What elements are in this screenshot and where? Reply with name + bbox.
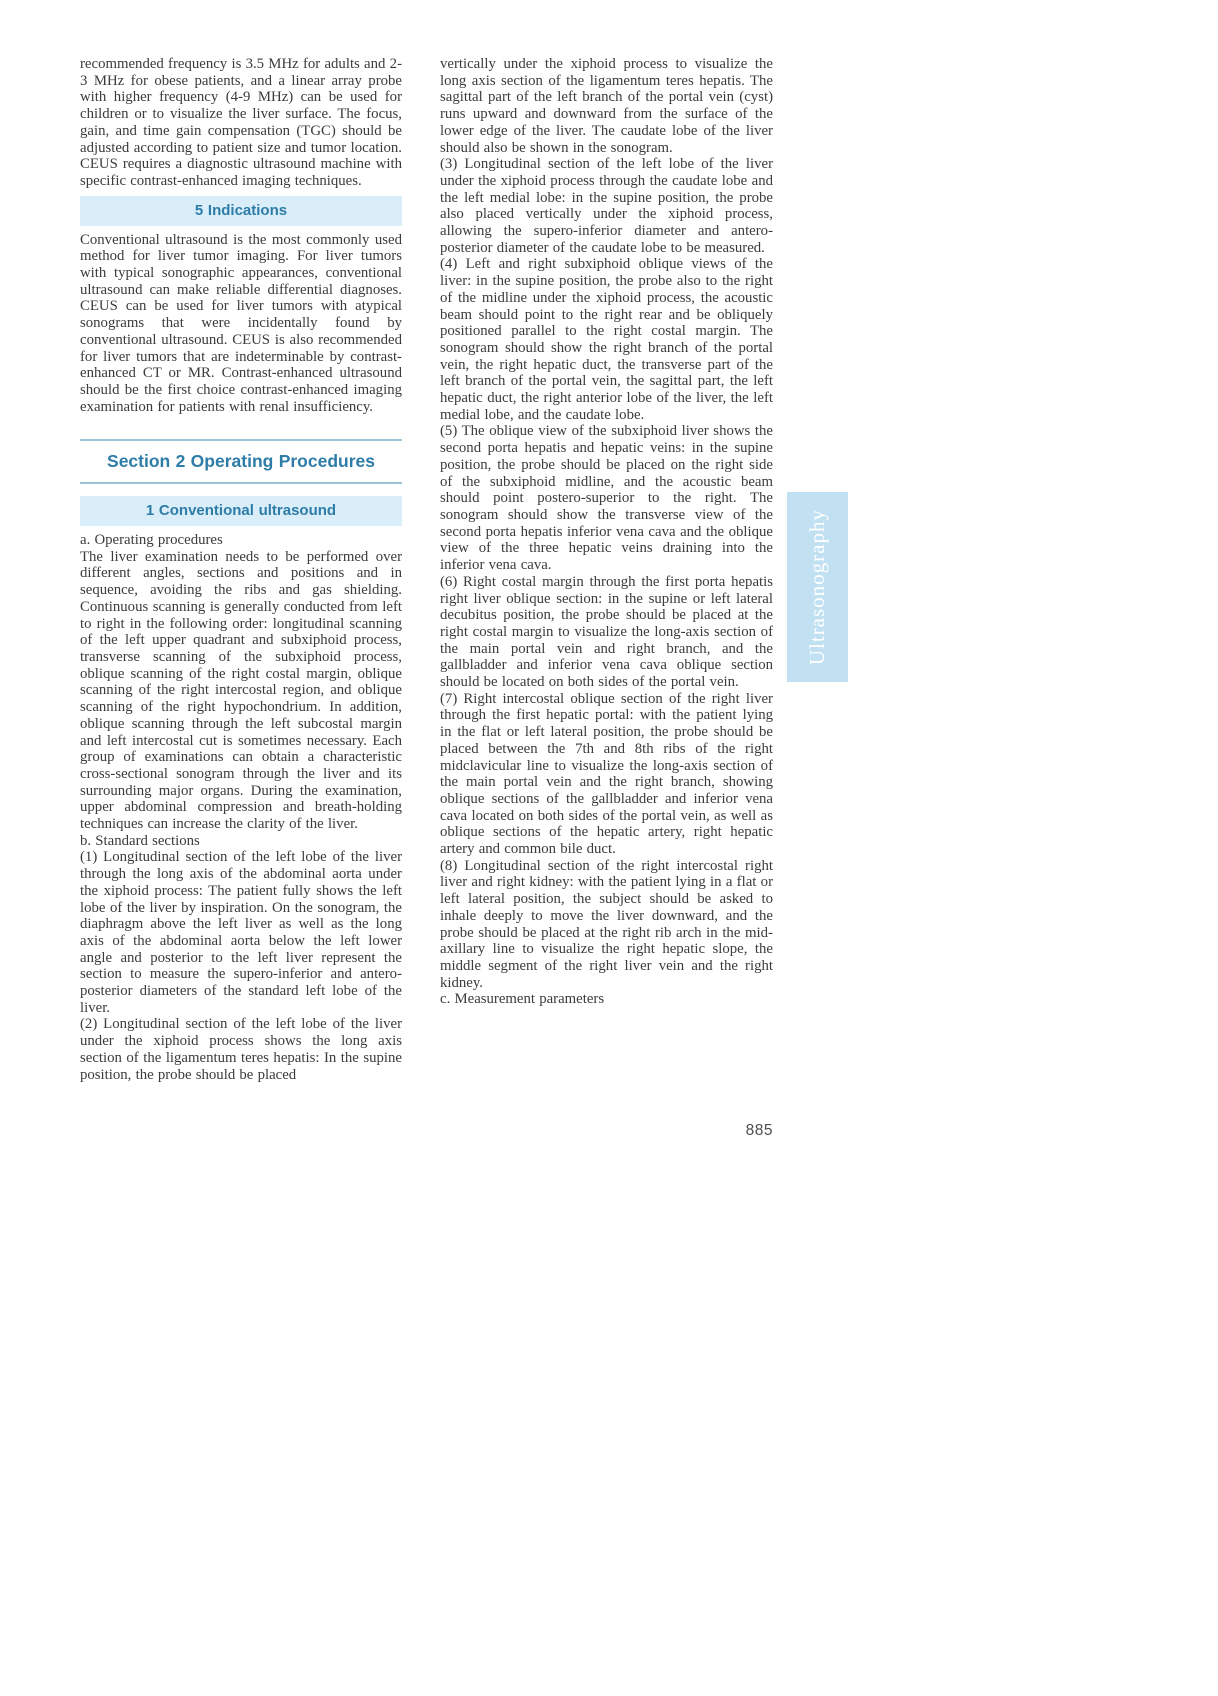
list-label-a: a. Operating procedures [80, 532, 223, 549]
section-heading: Section 2 Operating Procedures [80, 439, 402, 484]
body-paragraph: (3) Longitudinal section of the left lobe of the liver under the xiphoid process through the caudate lobe and the left medial lobe: in the supine position, the probe also placed vertically under the xiphoid process, allowing the supero-inferior diameter and antero-posterior diameter of the caudate lobe to be measured. [440, 156, 773, 256]
body-paragraph: (1) Longitudinal section of the left lobe of the liver through the long axis of the abdominal aorta under the xiphoid process: The patient fully shows the left lobe of the liver by inspiration. On the sonogram, the diaphragm above the left liver as well as the long axis of the abdominal aorta below the left lower angle and posterior to the left liver represent the section to measure the supero-inferior and antero-posterior diameters of the standard left lobe of the liver. [80, 849, 402, 1016]
body-paragraph: (2) Longitudinal section of the left lobe of the liver under the xiphoid process shows the long axis section of the ligamentum teres hepatis: In the supine position, the probe should be placed [80, 1016, 402, 1083]
body-paragraph: Conventional ultrasound is the most commonly used method for liver tumor imaging. For liver tumors with typical sonographic appearances, conventional ultrasound can make reliable differential diagnoses. CEUS can be used for liver tumors with atypical sonograms that were incidentally found by conventional ultrasound. CEUS is also recommended for liver tumors that are indeterminable by contrast-enhanced CT or MR. Contrast-enhanced ultrasound should be the first choice contrast-enhanced imaging examination for patients with renal insufficiency. [80, 231, 402, 415]
right-column [440, 56, 773, 1008]
chapter-side-tab-label: Ultrasonography [805, 508, 829, 666]
chapter-side-tab [787, 492, 848, 682]
body-paragraph: vertically under the xiphoid process to visualize the long axis section of the ligamentum teres hepatis. The sagittal part of the left branch of the portal vein (cyst) runs upward and downward from the surface of the lower edge of the liver. The caudate lobe of the liver should also be shown in the sonogram. [440, 56, 773, 156]
list-label-c: c. Measurement parameters [440, 991, 605, 1008]
body-paragraph: (7) Right intercostal oblique section of the right liver through the first hepatic portal: with the patient lying in the flat or left lateral position, the probe should be placed between the 7th and 8th ribs of the right midclavicular line to visualize the long-axis section of the main portal vein and the right branch, showing oblique sections of the gallbladder and inferior vena cava located on both sides of the portal vein, as well as oblique sections of the hepatic artery, right hepatic artery and common bile duct. [440, 690, 773, 858]
body-paragraph: (8) Longitudinal section of the right intercostal right liver and right kidney: with the patient lying in a flat or left lateral position, the subject should be asked to inhale deeply to move the liver downward, and the probe should be placed at the right rib arch in the mid-axillary line to visualize the right hepatic slope, the middle segment of the right liver vein and the right kidney. [440, 857, 773, 991]
body-paragraph: (6) Right costal margin through the first porta hepatis right liver oblique section: in the supine or left lateral decubitus position, the probe should be placed at the right costal margin to visualize the long-axis section of the main portal vein and right branch, and the gallbladder and inferior vena cava oblique section should be located on both sides of the portal vein. [440, 573, 773, 691]
body-paragraph: (5) The oblique view of the subxiphoid liver shows the second porta hepatis and hepatic veins: in the supine position, the probe should be placed on the right side of the subxiphoid midline, and the acoustic beam should point postero-superior to the right. The sonogram should show the transverse view of the second porta hepatis inferior vena cava and the oblique view of the three hepatic veins draining into the inferior vena cava. [440, 423, 773, 574]
indications-heading: 5 Indications [80, 196, 402, 226]
body-paragraph: The liver examination needs to be performed over different angles, sections and positions and in sequence, avoiding the ribs and gas shielding. Continuous scanning is generally conducted from left to right in the following order: longitudinal scanning of the left upper quadrant and subxiphoid process, transverse scanning of the subxiphoid process, oblique scanning of the right costal margin, oblique scanning of the right intercostal region, and oblique scanning of the right hypochondrium. In addition, oblique scanning through the left subcostal margin and left intercostal cut is sometimes necessary. Each group of examinations can obtain a characteristic cross-sectional sonogram through the liver and its surrounding major organs. During the examination, upper abdominal compression and breath-holding techniques can increase the clarity of the liver. [80, 548, 402, 833]
body-paragraph: (4) Left and right subxiphoid oblique views of the liver: in the supine position, the probe also to the right of the midline under the xiphoid process, the acoustic beam should point to the right rear and be obliquely positioned parallel to the right costal margin. The sonogram should show the right branch of the portal vein, the right hepatic duct, the transverse part of the left branch of the portal vein, the sagittal part, the left hepatic duct, the right anterior lobe of the liver, the left medial lobe, and the caudate lobe. [440, 256, 773, 423]
list-label-b: b. Standard sections [80, 832, 200, 849]
page-number: 885 [745, 1122, 773, 1139]
left-column [80, 56, 402, 1083]
subsection-heading: 1 Conventional ultrasound [80, 496, 402, 526]
body-paragraph: recommended frequency is 3.5 MHz for adults and 2-3 MHz for obese patients, and a linear array probe with higher frequency (4-9 MHz) can be used for children or to visualize the liver surface. The focus, gain, and time gain compensation (TGC) should be adjusted according to patient size and tumor location. CEUS requires a diagnostic ultrasound machine with specific contrast-enhanced imaging techniques. [80, 56, 402, 189]
